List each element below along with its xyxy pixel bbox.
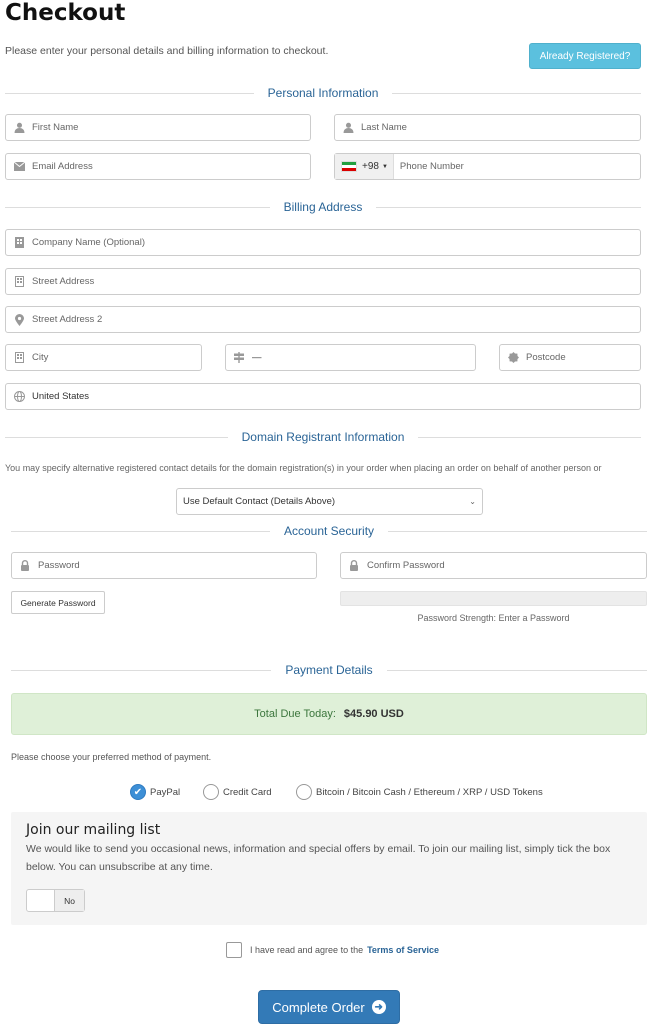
radio-unchecked-icon [203, 784, 219, 800]
chevron-down-icon: ⌄ [469, 497, 476, 506]
lock-icon [341, 560, 367, 571]
mailing-list-title: Join our mailing list [26, 822, 161, 838]
payment-option-label: Credit Card [223, 786, 272, 798]
radio-unchecked-icon [296, 784, 312, 800]
arrow-right-circle-icon: ➜ [372, 1000, 386, 1014]
section-title: Account Security [283, 524, 375, 538]
building-icon [6, 352, 32, 363]
company-name-field[interactable] [5, 229, 641, 256]
toggle-knob [27, 890, 55, 911]
building-icon [6, 237, 32, 248]
country-select[interactable] [5, 383, 641, 410]
domain-contact-value: Use Default Contact (Details Above) [183, 496, 336, 507]
phone-field[interactable] [334, 153, 641, 180]
total-value: $45.90 USD [343, 708, 404, 720]
user-icon [335, 122, 361, 133]
email-field[interactable] [5, 153, 311, 180]
mailing-list-panel [11, 812, 647, 925]
terms-checkbox[interactable] [226, 942, 242, 958]
generate-password-button[interactable]: Generate Password [11, 591, 105, 614]
phone-placeholder: Phone Number [399, 161, 464, 172]
payment-option-paypal[interactable] [130, 784, 180, 800]
country-code-selector[interactable] [335, 154, 394, 179]
confirm-password-placeholder: Confirm Password [367, 560, 445, 571]
postcode-field[interactable] [499, 344, 641, 371]
section-billing-address [5, 200, 641, 214]
complete-order-button[interactable] [258, 990, 400, 1024]
mailing-list-text: We would like to send you occasional news, information and special offers by email. To join our mailing list, simply tick the box below. You can unsubscribe at any time. [26, 843, 611, 873]
first-name-field[interactable] [5, 114, 311, 141]
street2-placeholder: Street Address 2 [32, 314, 103, 325]
terms-of-service-link[interactable]: Terms of Service [367, 945, 439, 955]
caret-down-icon: ▼ [381, 163, 388, 170]
lock-icon [12, 560, 38, 571]
section-title: Domain Registrant Information [241, 430, 405, 444]
section-domain-registrant [5, 430, 641, 444]
payment-method-prompt: Please choose your preferred method of payment. [11, 752, 212, 762]
password-field[interactable] [11, 552, 317, 579]
street-placeholder: Street Address [32, 276, 95, 287]
phone-country-code: +98 [362, 161, 379, 172]
postcode-placeholder: Postcode [526, 352, 566, 363]
map-marker-icon [6, 314, 32, 326]
signpost-icon [226, 352, 252, 363]
domain-notice: You may specify alternative registered contact details for the domain registration(s) in your order when placing an order on behalf of another person or [5, 463, 602, 473]
page-title: Checkout [5, 0, 126, 26]
already-registered-button[interactable]: Already Registered? [529, 43, 641, 69]
section-personal-information [5, 86, 641, 100]
country-value: United States [32, 391, 90, 402]
total-label: Total Due Today: [254, 708, 336, 720]
terms-agreement [226, 942, 439, 958]
section-account-security [11, 524, 647, 538]
city-placeholder: City [32, 352, 49, 363]
complete-order-label: Complete Order [272, 999, 365, 1015]
street-address-field[interactable] [5, 268, 641, 295]
building-icon [6, 276, 32, 287]
globe-icon [6, 391, 32, 402]
user-icon [6, 122, 32, 133]
city-field[interactable] [5, 344, 202, 371]
password-strength-bar [340, 591, 647, 606]
terms-text: I have read and agree to the [250, 945, 364, 955]
company-placeholder: Company Name (Optional) [32, 237, 145, 248]
confirm-password-field[interactable] [340, 552, 647, 579]
street-address-2-field[interactable] [5, 306, 641, 333]
payment-option-credit-card[interactable] [203, 784, 272, 800]
last-name-placeholder: Last Name [361, 122, 407, 133]
state-value: — [252, 352, 262, 363]
toggle-label: No [55, 890, 84, 911]
state-select[interactable] [225, 344, 476, 371]
first-name-placeholder: First Name [32, 122, 79, 133]
total-due-box [11, 693, 647, 735]
intro-text: Please enter your personal details and billing information to checkout. [5, 45, 329, 57]
certificate-icon [500, 352, 526, 363]
section-title: Personal Information [267, 86, 379, 100]
email-placeholder: Email Address [32, 161, 93, 172]
payment-option-label: Bitcoin / Bitcoin Cash / Ethereum / XRP / USD Tokens [316, 786, 543, 798]
section-title: Payment Details [285, 663, 373, 677]
password-placeholder: Password [38, 560, 80, 571]
section-payment-details [11, 663, 647, 677]
iran-flag-icon [341, 161, 357, 172]
payment-option-crypto[interactable] [296, 784, 543, 800]
last-name-field[interactable] [334, 114, 641, 141]
password-strength-text: Password Strength: Enter a Password [417, 613, 570, 623]
section-title: Billing Address [283, 200, 363, 214]
envelope-icon [6, 162, 32, 171]
radio-checked-icon: ✔ [130, 784, 146, 800]
mailing-list-toggle[interactable] [26, 889, 85, 912]
payment-option-label: PayPal [150, 786, 181, 798]
domain-contact-select[interactable] [176, 488, 483, 515]
